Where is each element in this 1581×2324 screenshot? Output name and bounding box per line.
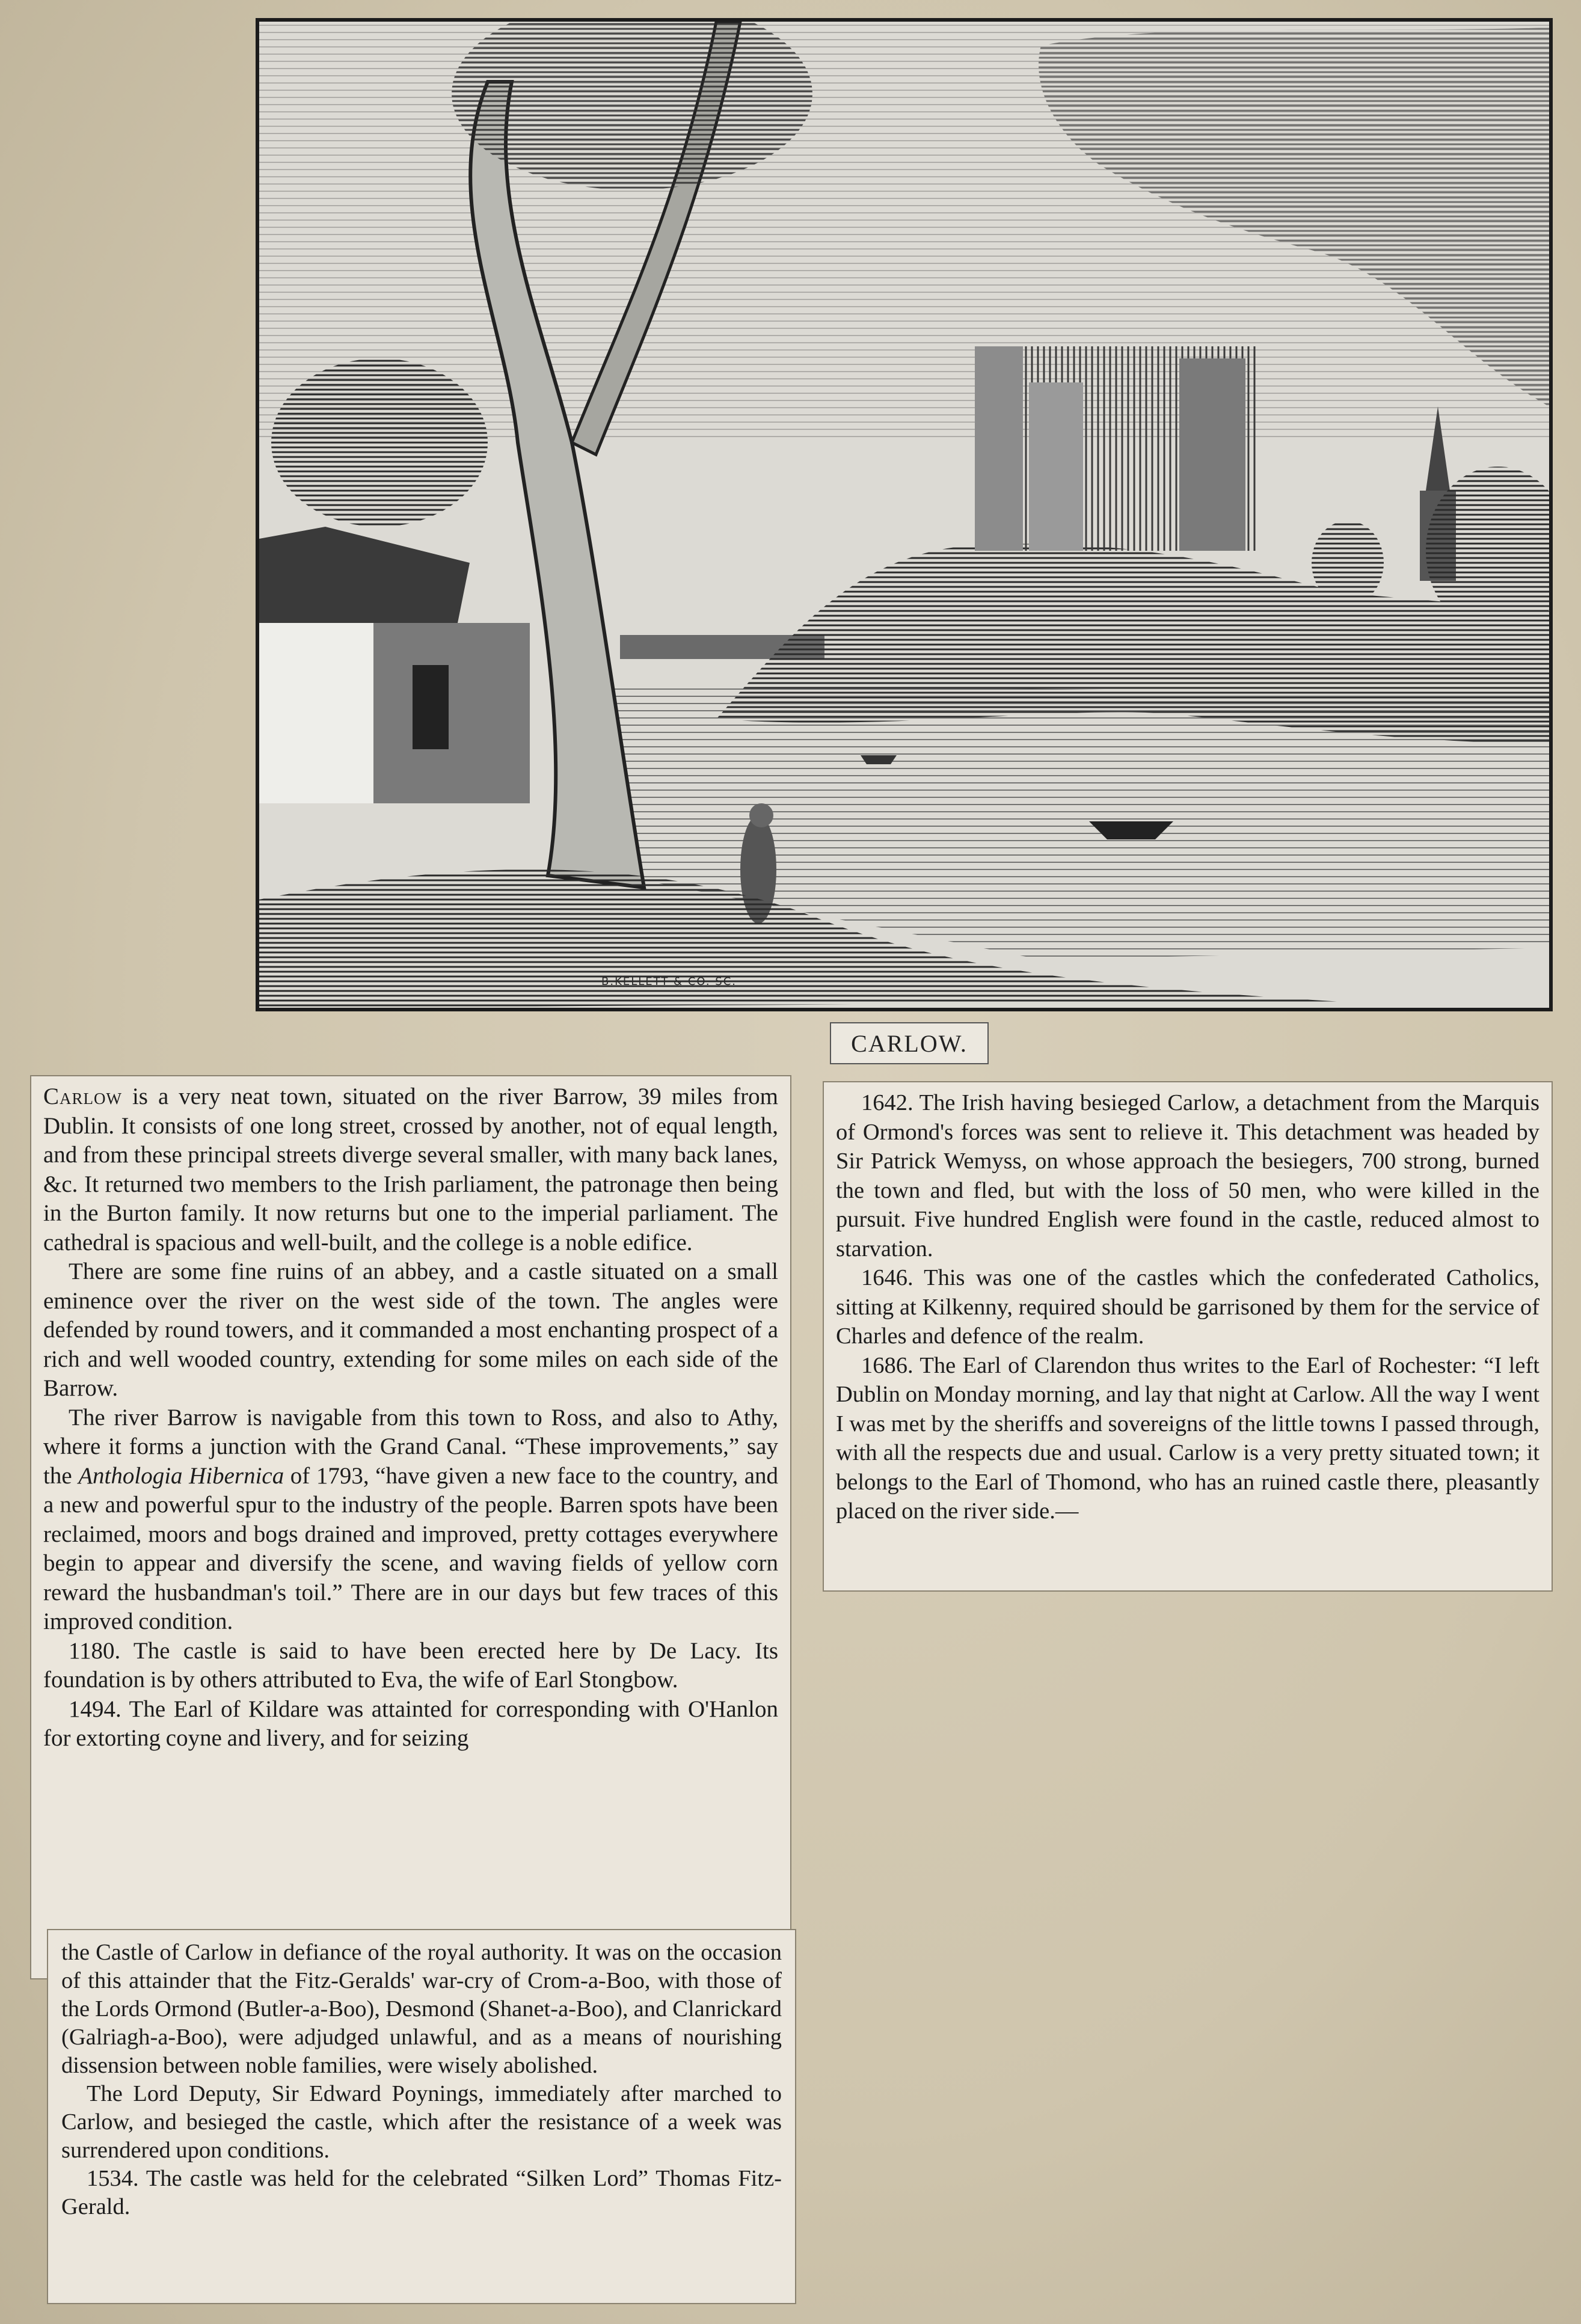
paragraph-text: The river Barrow is navigable from this town to Ross, and also to Athy, where it forms a junction with the Grand Canal. “These improvements,” say the <box>43 1404 778 1489</box>
paragraph: the Castle of Carlow in defiance of the royal authority. It was on the occasion of this attainder that the Fitz-Geralds' war-cry of Crom-a-Boo, with those of the Lords Ormond (Butler-a-Boo), Desmond (Shanet-a-Boo), and Clanrickard (Galriagh-a-Boo), were adjudged unlawful, and as a means of nourishing dissension between noble families, were wisely abolished. <box>61 1940 782 2078</box>
castle-engraving <box>256 18 1553 1011</box>
paragraph <box>43 1082 778 1257</box>
paragraph-text: of 1793, “have given a new face to the country, and a new and powerful spur to the industry of the people. Barren spots have been reclaimed, moors and bogs drained and improved, pretty cottages everywhere begin to appear and diversify the scene, and waving fields of yellow corn reward the husbandman's toil.” There are in our days but few traces of this improved condition. <box>43 1462 778 1634</box>
engraving-caption: CARLOW. <box>830 1022 989 1064</box>
clipping-left-column <box>31 1076 790 1978</box>
paragraph: The Lord Deputy, Sir Edward Poynings, immediately after marched to Carlow, and besieged the castle, which after the resistance of a week was surrendered upon conditions. <box>61 2081 782 2163</box>
paragraph: There are some fine ruins of an abbey, and a castle situated on a small eminence over the river on the west side of the town. The angles were defended by round towers, and it commanded a most enchanting prospect of a rich and well wooded country, extending for some miles on each side of the Barrow. <box>43 1259 778 1401</box>
clipping-left-continued <box>48 1930 795 2303</box>
engraving-illustration <box>259 22 1549 1008</box>
clipping-right-column <box>824 1082 1552 1590</box>
paragraph: 1642. The Irish having besieged Carlow, a detachment from the Marquis of Ormond's forces was sent to relieve it. This detachment was headed by Sir Patrick Wemyss, on whose approach the besiegers, 700 strong, burned the town and fled, but with the loss of 50 men, who were killed in the pursuit. Five hundred English were found in the castle, reduced almost to starvation. <box>836 1090 1540 1262</box>
paragraph: 1534. The castle was held for the celebrated “Silken Lord” Thomas Fitz-Gerald. <box>61 2166 782 2219</box>
engraver-signature: B.KELLETT & CO. SC. <box>601 975 737 988</box>
lead-word: Carlow <box>43 1084 122 1109</box>
paragraph-text: is a very neat town, situated on the river Barrow, 39 miles from Dublin. It consists of one long street, crossed by another, not of equal length, and from these principal streets diverge several smaller, with many back lanes, &c. It returned two members to the Irish parliament, the patronage then being in the Burton family. It now returns but one to the imperial parliament. The cathedral is spacious and well-built, and the college is a noble edifice. <box>43 1084 778 1256</box>
paragraph <box>43 1403 778 1637</box>
paragraph: 1494. The Earl of Kildare was attainted for corresponding with O'Hanlon for extorting coyne and livery, and for seizing <box>43 1696 778 1751</box>
paragraph: 1686. The Earl of Clarendon thus writes to the Earl of Rochester: “I left Dublin on Monday morning, and lay that night at Carlow. All the way I went I was met by the sheriffs and sovereigns of the little towns I passed through, with all the respects due and usual. Carlow is a very pretty situated town; it belongs to the Earl of Thomond, who has an ruined castle there, pleasantly placed on the river side.— <box>836 1352 1540 1524</box>
paragraph: 1180. The castle is said to have been erected here by De Lacy. Its foundation is by others attributed to Eva, the wife of Earl Stongbow. <box>43 1637 778 1693</box>
book-title: Anthologia Hibernica <box>78 1462 284 1489</box>
paragraph: 1646. This was one of the castles which the confederated Catholics, sitting at Kilkenny, required should be garrisoned by them for the service of Charles and defence of the realm. <box>836 1265 1540 1349</box>
